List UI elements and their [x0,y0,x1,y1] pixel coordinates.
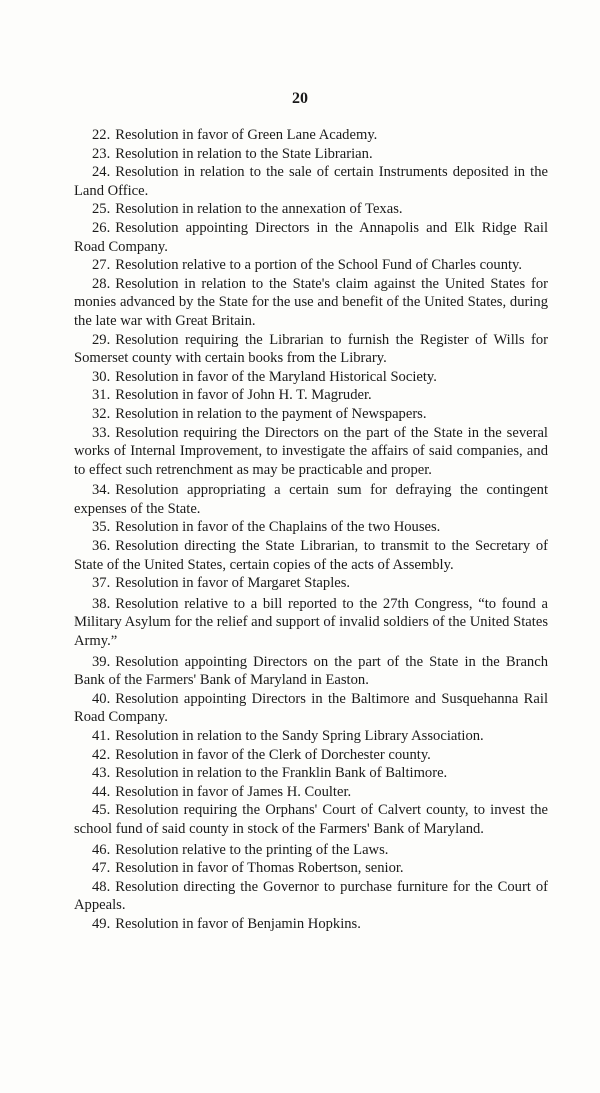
resolution-text: Resolution in favor of the Chaplains of the two Houses. [115,519,441,536]
resolution-entry [74,764,548,783]
resolution-number: 27. [92,257,111,274]
resolution-text: Resolution in favor of Benjamin Hopkins. [115,915,361,932]
resolution-entry [74,801,548,838]
resolution-text: Resolution requiring the Librarian to furnish the Register of Wills for Somerset county with certain books from the Library. [74,331,548,367]
resolution-text: Resolution in favor of John H. T. Magruder. [115,387,372,404]
resolution-number: 38. [92,595,111,612]
resolution-text: Resolution in relation to the sale of certain Instruments deposited in the Land Office. [74,164,548,199]
resolution-number: 25. [92,201,111,218]
resolution-number: 42. [92,746,111,763]
resolution-entry [74,424,548,480]
resolution-number: 48. [92,878,111,895]
resolution-number: 47. [92,860,111,877]
resolution-text: Resolution requiring the Directors on the part of the State in the several works of Internal Improvement, to investigate the affairs of said companies, and to effect such retrenchment as may be practicable and proper. [74,424,548,478]
resolution-text: Resolution in favor of the Clerk of Dorchester county. [115,746,431,763]
resolution-entry [74,331,548,368]
resolution-entry [74,163,548,200]
resolution-entry [74,368,548,387]
resolution-number: 36. [92,538,111,555]
resolution-entry [74,746,548,765]
resolution-text: Resolution in relation to the State Librarian. [115,145,373,162]
resolution-text: Resolution requiring the Orphans' Court of Calvert county, to invest the school fund of said county in stock of the Farmers' Bank of Maryland. [74,802,548,837]
resolution-text: Resolution relative to the printing of the Laws. [115,841,389,858]
resolution-text: Resolution in favor of James H. Coulter. [115,783,352,800]
resolution-entry [74,841,548,860]
resolution-number: 22. [92,127,111,143]
resolution-text: Resolution relative to a portion of the School Fund of Charles county. [115,257,523,274]
resolution-number: 40. [92,690,111,707]
resolution-entry [74,690,548,727]
resolution-entry [74,256,548,275]
resolution-entry [74,200,548,219]
resolution-entry [74,386,548,405]
resolution-text: Resolution in relation to the payment of Newspapers. [115,405,427,422]
resolution-entry [74,537,548,574]
resolution-number: 29. [92,331,111,348]
resolution-number: 43. [92,765,111,782]
resolution-text: Resolution directing the Governor to purchase furniture for the Court of Appeals. [74,878,548,914]
resolution-number: 44. [92,783,111,800]
resolution-entry [74,219,548,256]
resolution-text: Resolution in favor of Thomas Robertson, senior. [115,860,404,877]
resolution-number: 23. [92,145,111,162]
resolution-entry [74,574,548,593]
resolution-text: Resolution relative to a bill reported to the 27th Congress, “to found a Military Asylum for the relief and support of invalid soldiers of the United States Army.” [74,595,548,650]
resolution-text: Resolution in favor of the Maryland Historical Society. [115,368,437,385]
resolution-number: 41. [92,728,111,744]
resolution-entry [74,518,548,537]
resolution-text: Resolution in relation to the State's claim against the United States for monies advanced by the State for the use and benefit of the United States, during the late war with Great Britain. [74,275,548,329]
resolution-number: 46. [92,841,111,858]
resolution-entry [74,405,548,424]
resolution-number: 28. [92,275,111,292]
resolution-number: 49. [92,915,111,932]
resolution-text: Resolution appointing Directors in the Baltimore and Susquehanna Rail Road Company. [74,690,548,726]
resolution-number: 31. [92,387,111,404]
resolution-text: Resolution appropriating a certain sum for defraying the contingent expenses of the State. [74,482,548,517]
page-number: 20 [292,90,308,107]
resolution-text: Resolution appointing Directors in the Annapolis and Elk Ridge Rail Road Company. [74,219,548,255]
resolution-text: Resolution in favor of Margaret Staples. [115,575,351,592]
resolution-entry [74,783,548,802]
resolution-text: Resolution in relation to the Franklin Bank of Baltimore. [115,765,448,782]
resolution-text: Resolution directing the State Librarian, to transmit to the Secretary of State of the United States, certain copies of the acts of Assembly. [74,538,548,573]
resolution-number: 33. [92,424,111,441]
resolution-number: 26. [92,219,111,236]
resolution-number: 39. [92,653,111,670]
resolution-entry [74,915,548,934]
resolution-text: Resolution appointing Directors on the part of the State in the Branch Bank of the Farmers' Bank of Maryland in Easton. [74,653,548,689]
resolution-number: 45. [92,802,111,819]
resolution-number: 35. [92,519,111,536]
resolution-number: 24. [92,164,111,181]
resolution-entry [74,481,548,518]
resolution-entry [74,727,548,746]
resolution-text: Resolution in relation to the Sandy Spring Library Association. [115,728,484,744]
resolution-number: 37. [92,575,111,592]
resolution-entry [74,878,548,915]
resolution-entry [74,859,548,878]
resolution-number: 32. [92,405,111,422]
resolution-number: 30. [92,368,111,385]
resolution-text: Resolution in favor of Green Lane Academy. [115,127,378,143]
resolution-entry [74,126,548,145]
resolution-entry [74,595,548,651]
resolution-entry [74,145,548,164]
resolution-entry [74,653,548,690]
resolution-entry [74,275,548,331]
resolution-list [74,126,548,934]
resolution-text: Resolution in relation to the annexation of Texas. [115,201,403,218]
resolution-number: 34. [92,482,111,499]
